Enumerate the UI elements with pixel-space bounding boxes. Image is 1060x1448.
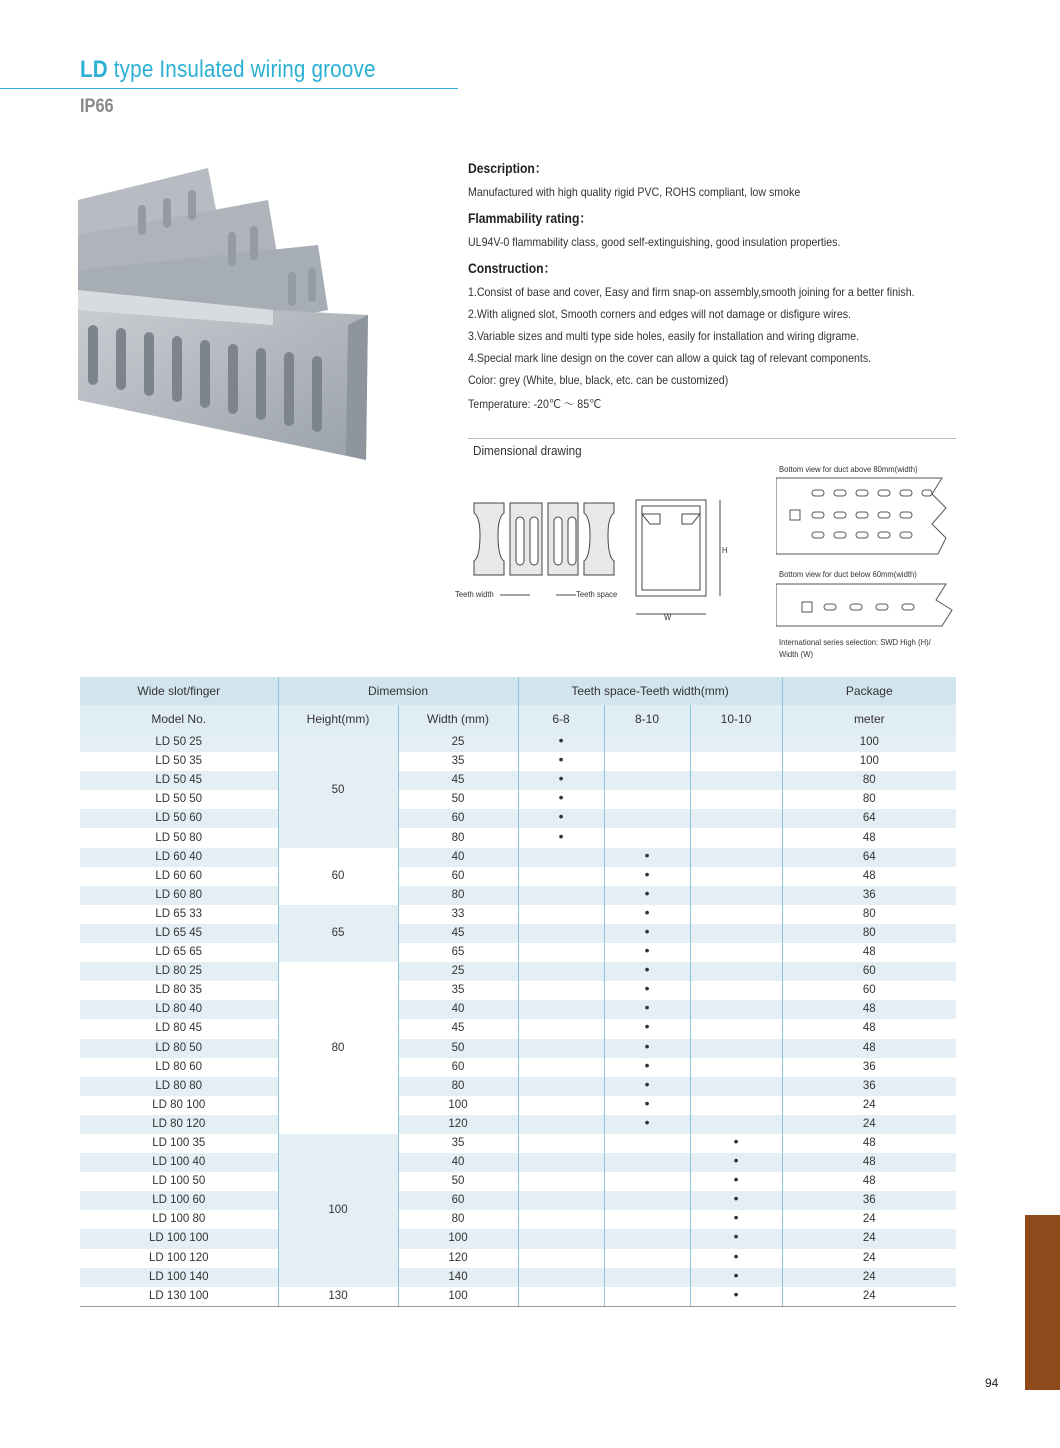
package-cell: 80 xyxy=(782,924,956,943)
package-cell: 24 xyxy=(782,1096,956,1115)
title-rest: type Insulated wiring groove xyxy=(107,56,376,83)
teeth-cell-2 xyxy=(604,1191,690,1210)
flammability-heading: Flammability rating： xyxy=(468,211,592,226)
model-cell: LD 100 60 xyxy=(80,1191,278,1210)
package-cell: 48 xyxy=(782,1000,956,1019)
model-cell: LD 80 35 xyxy=(80,981,278,1000)
header-wide-slot: Wide slot/finger xyxy=(80,677,278,705)
model-cell: LD 65 65 xyxy=(80,943,278,962)
table-row xyxy=(80,771,956,790)
table-row xyxy=(80,1058,956,1077)
teeth-cell-3 xyxy=(690,1058,782,1077)
teeth-cell-2 xyxy=(604,1229,690,1248)
package-cell: 24 xyxy=(782,1229,956,1248)
teeth-cell-2 xyxy=(604,886,690,905)
table-row xyxy=(80,1172,956,1191)
model-cell: LD 80 50 xyxy=(80,1039,278,1058)
check-dot: • xyxy=(644,1037,650,1054)
color-text: Color: grey (White, blue, black, etc. can be customized) xyxy=(468,373,729,387)
model-cell: LD 80 40 xyxy=(80,1000,278,1019)
model-cell: LD 130 100 xyxy=(80,1287,278,1307)
description-block xyxy=(468,157,988,420)
teeth-cell-1 xyxy=(518,752,604,771)
teeth-cell-2 xyxy=(604,905,690,924)
check-dot: • xyxy=(733,1247,739,1264)
model-cell: LD 100 50 xyxy=(80,1172,278,1191)
teeth-cell-1 xyxy=(518,1096,604,1115)
teeth-space-label: Teeth space xyxy=(576,589,618,599)
teeth-cell-1 xyxy=(518,1077,604,1096)
package-cell: 100 xyxy=(782,752,956,771)
flammability-text: UL94V-0 flammability class, good self-extinguishing, good insulation properties. xyxy=(468,235,841,249)
teeth-cell-2 xyxy=(604,1134,690,1153)
title-bold: LD xyxy=(80,56,108,83)
check-dot: • xyxy=(644,999,650,1016)
package-cell: 48 xyxy=(782,867,956,886)
teeth-cell-3 xyxy=(690,1287,782,1307)
teeth-cell-3 xyxy=(690,962,782,981)
intl-series-line-2: Width (W) xyxy=(779,649,814,659)
width-cell: 65 xyxy=(398,943,518,962)
check-dot: • xyxy=(644,922,650,939)
header-meter: meter xyxy=(782,705,956,733)
width-cell: 60 xyxy=(398,1058,518,1077)
table-row xyxy=(80,905,956,924)
intl-series-line-1: International series selection: SWD High (H)/ xyxy=(779,637,931,647)
package-cell: 48 xyxy=(782,1153,956,1172)
teeth-cell-1 xyxy=(518,1115,604,1134)
table-row xyxy=(80,1249,956,1268)
teeth-cell-3 xyxy=(690,1077,782,1096)
check-dot: • xyxy=(558,789,564,806)
teeth-cell-2 xyxy=(604,771,690,790)
check-dot: • xyxy=(644,1018,650,1035)
height-cell: 65 xyxy=(278,905,398,962)
table-row xyxy=(80,1019,956,1038)
table-row xyxy=(80,790,956,809)
header-package: Package xyxy=(782,677,956,705)
check-dot: • xyxy=(733,1190,739,1207)
check-dot: • xyxy=(733,1171,739,1188)
teeth-cell-1 xyxy=(518,828,604,847)
width-cell: 50 xyxy=(398,1039,518,1058)
teeth-cell-3 xyxy=(690,752,782,771)
teeth-cell-1 xyxy=(518,1210,604,1229)
model-cell: LD 100 80 xyxy=(80,1210,278,1229)
model-cell: LD 60 60 xyxy=(80,867,278,886)
table-row xyxy=(80,1153,956,1172)
width-cell: 35 xyxy=(398,981,518,1000)
teeth-cell-2 xyxy=(604,1039,690,1058)
package-cell: 64 xyxy=(782,809,956,828)
temperature-text: Temperature: -20℃ ～ 85℃ xyxy=(468,397,602,411)
table-row xyxy=(80,1077,956,1096)
table-row xyxy=(80,1191,956,1210)
teeth-cell-1 xyxy=(518,1000,604,1019)
check-dot: • xyxy=(558,732,564,749)
width-cell: 50 xyxy=(398,1172,518,1191)
teeth-cell-1 xyxy=(518,790,604,809)
teeth-cell-1 xyxy=(518,848,604,867)
package-cell: 36 xyxy=(782,1191,956,1210)
table-row xyxy=(80,1268,956,1287)
teeth-cell-1 xyxy=(518,1153,604,1172)
table-row xyxy=(80,1134,956,1153)
header-teeth-6-8: 6-8 xyxy=(518,705,604,733)
teeth-cell-3 xyxy=(690,1249,782,1268)
page-subtitle: IP66 xyxy=(80,96,114,117)
table-row xyxy=(80,1096,956,1115)
teeth-cell-3 xyxy=(690,886,782,905)
teeth-cell-3 xyxy=(690,1096,782,1115)
check-dot: • xyxy=(644,865,650,882)
check-dot: • xyxy=(644,980,650,997)
package-cell: 24 xyxy=(782,1115,956,1134)
package-cell: 80 xyxy=(782,905,956,924)
teeth-cell-2 xyxy=(604,1287,690,1307)
width-cell: 35 xyxy=(398,1134,518,1153)
description-text: Manufactured with high quality rigid PVC, ROHS compliant, low smoke xyxy=(468,185,801,199)
construction-item-4: 4.Special mark line design on the cover can allow a quick tag of relevant components. xyxy=(468,351,872,365)
package-cell: 36 xyxy=(782,886,956,905)
check-dot: • xyxy=(733,1209,739,1226)
width-cell: 40 xyxy=(398,848,518,867)
teeth-cell-2 xyxy=(604,1096,690,1115)
package-cell: 60 xyxy=(782,962,956,981)
table-header-row-1 xyxy=(80,677,956,705)
construction-item-3: 3.Variable sizes and multi type side holes, easily for installation and wiring digrame. xyxy=(468,329,860,343)
teeth-cell-2 xyxy=(604,809,690,828)
width-cell: 45 xyxy=(398,924,518,943)
width-cell: 80 xyxy=(398,1077,518,1096)
width-cell: 80 xyxy=(398,1210,518,1229)
description-heading: Description： xyxy=(468,161,547,176)
check-dot: • xyxy=(558,770,564,787)
teeth-cell-2 xyxy=(604,1249,690,1268)
check-dot: • xyxy=(733,1133,739,1150)
teeth-cell-3 xyxy=(690,828,782,847)
model-cell: LD 50 45 xyxy=(80,771,278,790)
table-row xyxy=(80,1210,956,1229)
model-cell: LD 100 100 xyxy=(80,1229,278,1248)
teeth-cell-2 xyxy=(604,790,690,809)
width-cell: 50 xyxy=(398,790,518,809)
package-cell: 24 xyxy=(782,1287,956,1307)
height-cell: 50 xyxy=(278,733,398,848)
header-height: Height(mm) xyxy=(278,705,398,733)
teeth-cell-2 xyxy=(604,1153,690,1172)
width-cell: 140 xyxy=(398,1268,518,1287)
check-dot: • xyxy=(733,1266,739,1283)
width-cell: 100 xyxy=(398,1287,518,1307)
teeth-cell-3 xyxy=(690,733,782,752)
height-cell: 100 xyxy=(278,1134,398,1287)
check-dot: • xyxy=(644,846,650,863)
teeth-cell-3 xyxy=(690,1153,782,1172)
construction-heading: Construction： xyxy=(468,261,556,276)
bottom-below-label: Bottom view for duct below 60mm(width) xyxy=(779,569,917,579)
product-photo xyxy=(78,160,378,480)
width-cell: 80 xyxy=(398,886,518,905)
package-cell: 48 xyxy=(782,828,956,847)
table-row xyxy=(80,867,956,886)
teeth-cell-3 xyxy=(690,790,782,809)
title-divider xyxy=(0,88,458,89)
teeth-cell-3 xyxy=(690,809,782,828)
model-cell: LD 80 100 xyxy=(80,1096,278,1115)
teeth-cell-2 xyxy=(604,1077,690,1096)
table-header-row-2 xyxy=(80,705,956,733)
package-cell: 24 xyxy=(782,1210,956,1229)
model-cell: LD 50 35 xyxy=(80,752,278,771)
package-cell: 100 xyxy=(782,733,956,752)
teeth-cell-2 xyxy=(604,981,690,1000)
model-cell: LD 80 60 xyxy=(80,1058,278,1077)
teeth-cell-1 xyxy=(518,1229,604,1248)
width-cell: 120 xyxy=(398,1249,518,1268)
model-cell: LD 80 80 xyxy=(80,1077,278,1096)
construction-item-2: 2.With aligned slot, Smooth corners and edges will not damage or disfigure wires. xyxy=(468,307,852,321)
package-cell: 48 xyxy=(782,1172,956,1191)
width-cell: 60 xyxy=(398,867,518,886)
teeth-cell-2 xyxy=(604,1019,690,1038)
model-cell: LD 100 35 xyxy=(80,1134,278,1153)
width-cell: 120 xyxy=(398,1115,518,1134)
width-cell: 25 xyxy=(398,962,518,981)
teeth-cell-3 xyxy=(690,905,782,924)
bottom-above-label: Bottom view for duct above 80mm(width) xyxy=(779,464,918,474)
width-cell: 45 xyxy=(398,1019,518,1038)
teeth-cell-1 xyxy=(518,771,604,790)
teeth-cell-1 xyxy=(518,1058,604,1077)
check-dot: • xyxy=(644,1075,650,1092)
teeth-cell-2 xyxy=(604,867,690,886)
teeth-cell-2 xyxy=(604,943,690,962)
bottom-view-below xyxy=(776,580,956,632)
teeth-cell-1 xyxy=(518,1191,604,1210)
teeth-cell-2 xyxy=(604,1058,690,1077)
table-row xyxy=(80,1229,956,1248)
teeth-cell-1 xyxy=(518,1039,604,1058)
check-dot: • xyxy=(558,808,564,825)
table-row xyxy=(80,809,956,828)
teeth-cell-2 xyxy=(604,848,690,867)
model-cell: LD 50 25 xyxy=(80,733,278,752)
teeth-cell-1 xyxy=(518,1249,604,1268)
teeth-cell-1 xyxy=(518,886,604,905)
teeth-cell-3 xyxy=(690,867,782,886)
drawing-title: Dimensional drawing xyxy=(473,443,582,458)
header-dimension: Dimemsion xyxy=(278,677,518,705)
teeth-cell-3 xyxy=(690,1268,782,1287)
teeth-cell-2 xyxy=(604,1000,690,1019)
teeth-cell-3 xyxy=(690,1172,782,1191)
teeth-cell-1 xyxy=(518,962,604,981)
header-teeth-8-10: 8-10 xyxy=(604,705,690,733)
side-tab xyxy=(1025,1215,1060,1390)
table-row xyxy=(80,828,956,847)
page-title xyxy=(80,56,376,84)
model-cell: LD 80 25 xyxy=(80,962,278,981)
teeth-cell-2 xyxy=(604,752,690,771)
check-dot: • xyxy=(644,1056,650,1073)
width-cell: 33 xyxy=(398,905,518,924)
model-cell: LD 65 33 xyxy=(80,905,278,924)
package-cell: 48 xyxy=(782,943,956,962)
model-cell: LD 50 60 xyxy=(80,809,278,828)
teeth-cell-3 xyxy=(690,1134,782,1153)
teeth-cell-3 xyxy=(690,943,782,962)
table-row xyxy=(80,1039,956,1058)
model-cell: LD 60 40 xyxy=(80,848,278,867)
height-cell: 60 xyxy=(278,848,398,905)
check-dot: • xyxy=(644,903,650,920)
model-cell: LD 50 80 xyxy=(80,828,278,847)
table-row xyxy=(80,848,956,867)
drawing-divider xyxy=(468,438,956,439)
table-row xyxy=(80,733,956,752)
teeth-width-label: Teeth width xyxy=(455,589,494,599)
model-cell: LD 80 120 xyxy=(80,1115,278,1134)
check-dot: • xyxy=(733,1152,739,1169)
check-dot: • xyxy=(644,942,650,959)
header-teeth-space: Teeth space-Teeth width(mm) xyxy=(518,677,782,705)
teeth-cell-3 xyxy=(690,1229,782,1248)
model-cell: LD 100 140 xyxy=(80,1268,278,1287)
model-cell: LD 100 120 xyxy=(80,1249,278,1268)
check-dot: • xyxy=(644,1094,650,1111)
package-cell: 80 xyxy=(782,771,956,790)
table-row xyxy=(80,1287,956,1307)
teeth-cell-1 xyxy=(518,924,604,943)
package-cell: 48 xyxy=(782,1134,956,1153)
header-teeth-10-10: 10-10 xyxy=(690,705,782,733)
teeth-cell-2 xyxy=(604,1172,690,1191)
teeth-cell-1 xyxy=(518,809,604,828)
package-cell: 24 xyxy=(782,1268,956,1287)
model-cell: LD 100 40 xyxy=(80,1153,278,1172)
teeth-cell-2 xyxy=(604,828,690,847)
table-row xyxy=(80,924,956,943)
table-row xyxy=(80,943,956,962)
table-row xyxy=(80,1115,956,1134)
teeth-cell-1 xyxy=(518,943,604,962)
teeth-cell-1 xyxy=(518,733,604,752)
width-cell: 40 xyxy=(398,1000,518,1019)
package-cell: 24 xyxy=(782,1249,956,1268)
check-dot: • xyxy=(644,1113,650,1130)
teeth-cell-2 xyxy=(604,733,690,752)
height-cell: 130 xyxy=(278,1287,398,1307)
teeth-cell-2 xyxy=(604,1210,690,1229)
page-number: 94 xyxy=(985,1376,999,1390)
width-cell: 35 xyxy=(398,752,518,771)
table-row xyxy=(80,962,956,981)
check-dot: • xyxy=(644,884,650,901)
table-row xyxy=(80,981,956,1000)
check-dot: • xyxy=(558,827,564,844)
teeth-cell-2 xyxy=(604,1115,690,1134)
model-cell: LD 50 50 xyxy=(80,790,278,809)
package-cell: 80 xyxy=(782,790,956,809)
teeth-cell-2 xyxy=(604,962,690,981)
height-cell: 80 xyxy=(278,962,398,1134)
teeth-cell-1 xyxy=(518,1134,604,1153)
teeth-cell-3 xyxy=(690,771,782,790)
teeth-cell-3 xyxy=(690,848,782,867)
height-label: H xyxy=(722,545,728,555)
width-cell: 45 xyxy=(398,771,518,790)
teeth-cell-3 xyxy=(690,924,782,943)
teeth-cell-1 xyxy=(518,1287,604,1307)
header-model-no: Model No. xyxy=(80,705,278,733)
table-row xyxy=(80,1000,956,1019)
teeth-cell-1 xyxy=(518,1019,604,1038)
width-cell: 60 xyxy=(398,809,518,828)
package-cell: 48 xyxy=(782,1039,956,1058)
teeth-cell-3 xyxy=(690,1210,782,1229)
teeth-cell-3 xyxy=(690,981,782,1000)
teeth-cell-1 xyxy=(518,1268,604,1287)
teeth-cell-2 xyxy=(604,1268,690,1287)
check-dot: • xyxy=(644,961,650,978)
width-cell: 60 xyxy=(398,1191,518,1210)
model-cell: LD 80 45 xyxy=(80,1019,278,1038)
width-cell: 100 xyxy=(398,1229,518,1248)
package-cell: 64 xyxy=(782,848,956,867)
width-cell: 100 xyxy=(398,1096,518,1115)
teeth-cell-3 xyxy=(690,1019,782,1038)
table-row xyxy=(80,752,956,771)
teeth-cell-3 xyxy=(690,1191,782,1210)
check-dot: • xyxy=(733,1285,739,1302)
package-cell: 36 xyxy=(782,1058,956,1077)
cross-section-drawing xyxy=(630,496,735,626)
spec-table xyxy=(80,677,956,1307)
teeth-cell-1 xyxy=(518,1172,604,1191)
teeth-cell-3 xyxy=(690,1115,782,1134)
width-label: W xyxy=(664,612,672,622)
package-cell: 60 xyxy=(782,981,956,1000)
check-dot: • xyxy=(733,1228,739,1245)
package-cell: 36 xyxy=(782,1077,956,1096)
table-row xyxy=(80,886,956,905)
teeth-cell-1 xyxy=(518,905,604,924)
width-cell: 80 xyxy=(398,828,518,847)
teeth-cell-3 xyxy=(690,1039,782,1058)
teeth-cell-1 xyxy=(518,867,604,886)
width-cell: 25 xyxy=(398,733,518,752)
model-cell: LD 65 45 xyxy=(80,924,278,943)
header-width: Width (mm) xyxy=(398,705,518,733)
package-cell: 48 xyxy=(782,1019,956,1038)
teeth-cell-2 xyxy=(604,924,690,943)
teeth-cell-3 xyxy=(690,1000,782,1019)
bottom-view-above xyxy=(776,474,956,570)
model-cell: LD 60 80 xyxy=(80,886,278,905)
check-dot: • xyxy=(558,751,564,768)
teeth-cell-1 xyxy=(518,981,604,1000)
width-cell: 40 xyxy=(398,1153,518,1172)
construction-item-1: 1.Consist of base and cover, Easy and firm snap-on assembly,smooth joining for a better finish. xyxy=(468,285,915,299)
